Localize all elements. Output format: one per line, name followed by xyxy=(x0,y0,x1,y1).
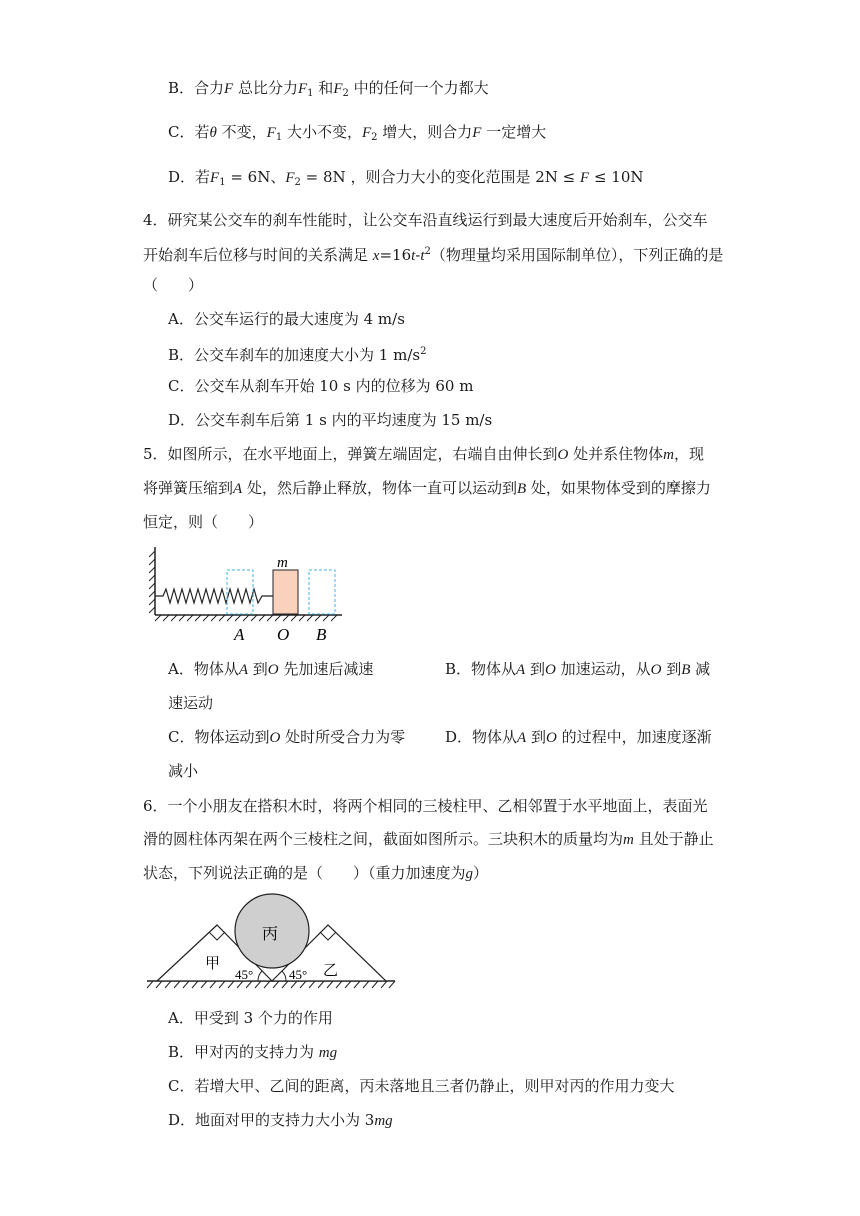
label-b: B xyxy=(316,625,327,644)
ground-hatching xyxy=(147,981,395,988)
q3-option-c: C．若θ 不变，$F_1$ 大小不变，$F_2$ 增大，则合力F 一定增大 xyxy=(168,123,547,143)
q4-stem-line3: （ ） xyxy=(143,276,204,294)
q5-option-b: B．物体从A 到O 加速运动，从O 到B 减 xyxy=(445,660,711,678)
q5-stem-line2: 将弹簧压缩到A 处，然后静止释放，物体一直可以运动到B 处，如果物体受到的摩擦力 xyxy=(143,479,711,497)
q5-option-a: A．物体从A 到O 先加速后减速 xyxy=(168,660,374,678)
block-m xyxy=(273,570,298,614)
label-jia: 甲 xyxy=(205,954,221,972)
label-bing: 丙 xyxy=(262,924,279,943)
q4-option-a: A．公交车运行的最大速度为 4 m/s xyxy=(168,310,405,328)
q5-option-b-cont: 速运动 xyxy=(168,694,214,712)
q6-stem-line1: 6．一个小朋友在搭积木时，将两个相同的三棱柱甲、乙相邻置于水平地面上，表面光 xyxy=(143,797,708,815)
q6-option-b: B．甲对丙的支持力为 mg xyxy=(168,1043,338,1061)
prism-cylinder-diagram xyxy=(143,893,398,995)
angle-label-left: 45° xyxy=(235,967,254,982)
q6-option-c: C．若增大甲、乙间的距离，丙未落地且三者仍静止，则甲对丙的作用力变大 xyxy=(168,1077,675,1095)
q6-stem-line3: 状态，下列说法正确的是（ ）（重力加速度为g） xyxy=(143,864,489,882)
q5-stem-line1: 5．如图所示，在水平地面上，弹簧左端固定，右端自由伸长到O 处并系住物体m，现 xyxy=(143,445,705,463)
q3-option-b: B．合力F 总比分力$F_1$ 和$F_2$ 中的任何一个力都大 xyxy=(168,79,489,99)
q6-option-d: D．地面对甲的支持力大小为 3mg xyxy=(168,1111,393,1129)
q6-option-a: A．甲受到 3 个力的作用 xyxy=(168,1009,333,1027)
q4-option-b: B．公交车刹车的加速度大小为 1 $m/s^2$ xyxy=(168,346,427,364)
q5-option-d-cont: 减小 xyxy=(168,762,199,780)
q5-stem-line3: 恒定，则（ ） xyxy=(143,513,264,531)
q5-option-c: C．物体运动到O 处时所受合力为零 xyxy=(168,728,406,746)
q4-option-d: D．公交车刹车后第 1 s 内的平均速度为 15 m/s xyxy=(168,411,493,429)
label-a: A xyxy=(234,625,245,644)
q4-stem-line2: 开始刹车后位移与时间的关系满足 $x=16t-t^2$（物理量均采用国际制单位），下列正确的是 xyxy=(143,246,724,264)
q6-stem-line2: 滑的圆柱体丙架在两个三棱柱之间，截面如图所示。三块积木的质量均为m 且处于静止 xyxy=(143,830,714,848)
spring-block-diagram xyxy=(145,545,350,650)
label-m: m xyxy=(277,555,288,571)
q5-option-d: D．物体从A 到O 的过程中，加速度逐渐 xyxy=(445,728,712,746)
q4-stem-line1: 4．研究某公交车的刹车性能时，让公交车沿直线运行到最大速度后开始刹车，公交车 xyxy=(143,211,708,229)
dashed-position-b xyxy=(309,570,335,614)
label-o: O xyxy=(277,625,290,644)
angle-label-right: 45° xyxy=(289,967,308,982)
ground-hatching xyxy=(155,615,337,621)
q3-option-d: D．若$F_1 = 6N$、$F_2 = 8N$ ，则合力大小的变化范围是 2N ≤ F ≤ 10N xyxy=(168,168,644,188)
label-yi: 乙 xyxy=(323,961,339,979)
spring xyxy=(155,589,273,603)
q4-option-c: C．公交车从刹车开始 10 s 内的位移为 60 m xyxy=(168,377,474,395)
wall-hatching xyxy=(149,551,155,613)
